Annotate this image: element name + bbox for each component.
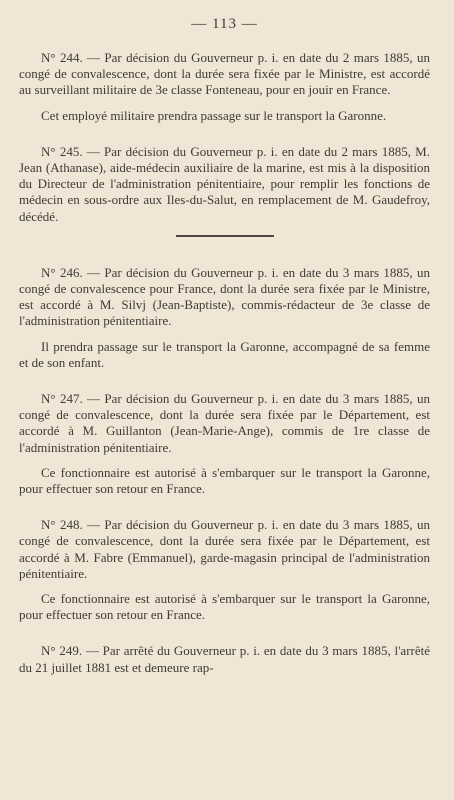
entry-248 — [19, 517, 430, 623]
entry-245-decision: N° 245. — Par décision du Gouverneur p. i. en date du 2 mars 1885, M. Jean (Athanase), aide-médecin auxiliaire de la marine, est mis à la disposition du Directeur de l'administration pénitentiaire, pour remplir les fonctions de médecin en sous-ordre aux Iles-du-Salut, en remplacement de M. Gaudefroy, décédé. — [19, 143, 430, 224]
entry-244-note: Cet employé militaire prendra passage sur le transport la Garonne. — [41, 107, 387, 123]
entry-248-decision: N° 248. — Par décision du Gouverneur p. i. en date du 3 mars 1885, un congé de convalescence, dont la durée sera fixée par le Département, est accordé à M. Fabre (Emmanuel), garde-magasin principal de l'administration pénitentiaire. — [19, 517, 430, 581]
entry-248-note: Ce fonctionnaire est autorisé à s'embarquer sur le transport la Garonne, pour effectuer son retour en France. — [19, 591, 430, 623]
entry-249-decision: N° 249. — Par arrêté du Gouverneur p. i. en date du 3 mars 1885, l'arrêté du 21 juillet 1881 est et demeure rap- — [19, 643, 430, 675]
page-number: — 113 — — [191, 16, 258, 32]
entry-244-decision: N° 244. — Par décision du Gouverneur p. i. en date du 2 mars 1885, un congé de convalescence, dont la durée sera fixée par le Ministre, est accordé au surveillant militaire de 3e classe Fonteneau, pour en jouir en France. — [19, 50, 430, 98]
entry-245 — [19, 144, 430, 225]
entry-246 — [19, 265, 430, 371]
section-divider — [176, 235, 274, 237]
entry-249 — [19, 643, 430, 675]
entry-247-decision: N° 247. — Par décision du Gouverneur p. i. en date du 3 mars 1885, un congé de convalescence, dont la durée sera fixée par le Département, est accordé à M. Guillanton (Jean-Marie-Ange), commis de 1re classe de l'administration pénitentiaire. — [19, 391, 430, 455]
entry-244 — [19, 50, 430, 124]
entry-247-note: Ce fonctionnaire est autorisé à s'embarquer sur le transport la Garonne, pour effectuer son retour en France. — [19, 464, 430, 497]
entry-247 — [19, 391, 430, 497]
entry-246-decision: N° 246. — Par décision du Gouverneur p. i. en date du 3 mars 1885, un congé de convalescence pour France, dont la durée sera fixée par le Ministre, est accordé à M. Silvj (Jean-Baptiste), commis-rédacteur de 3e classe de l'administration pénitentiaire. — [19, 264, 430, 329]
entry-246-note: Il prendra passage sur le transport la Garonne, accompagné de sa femme et de son enfant. — [19, 338, 430, 370]
